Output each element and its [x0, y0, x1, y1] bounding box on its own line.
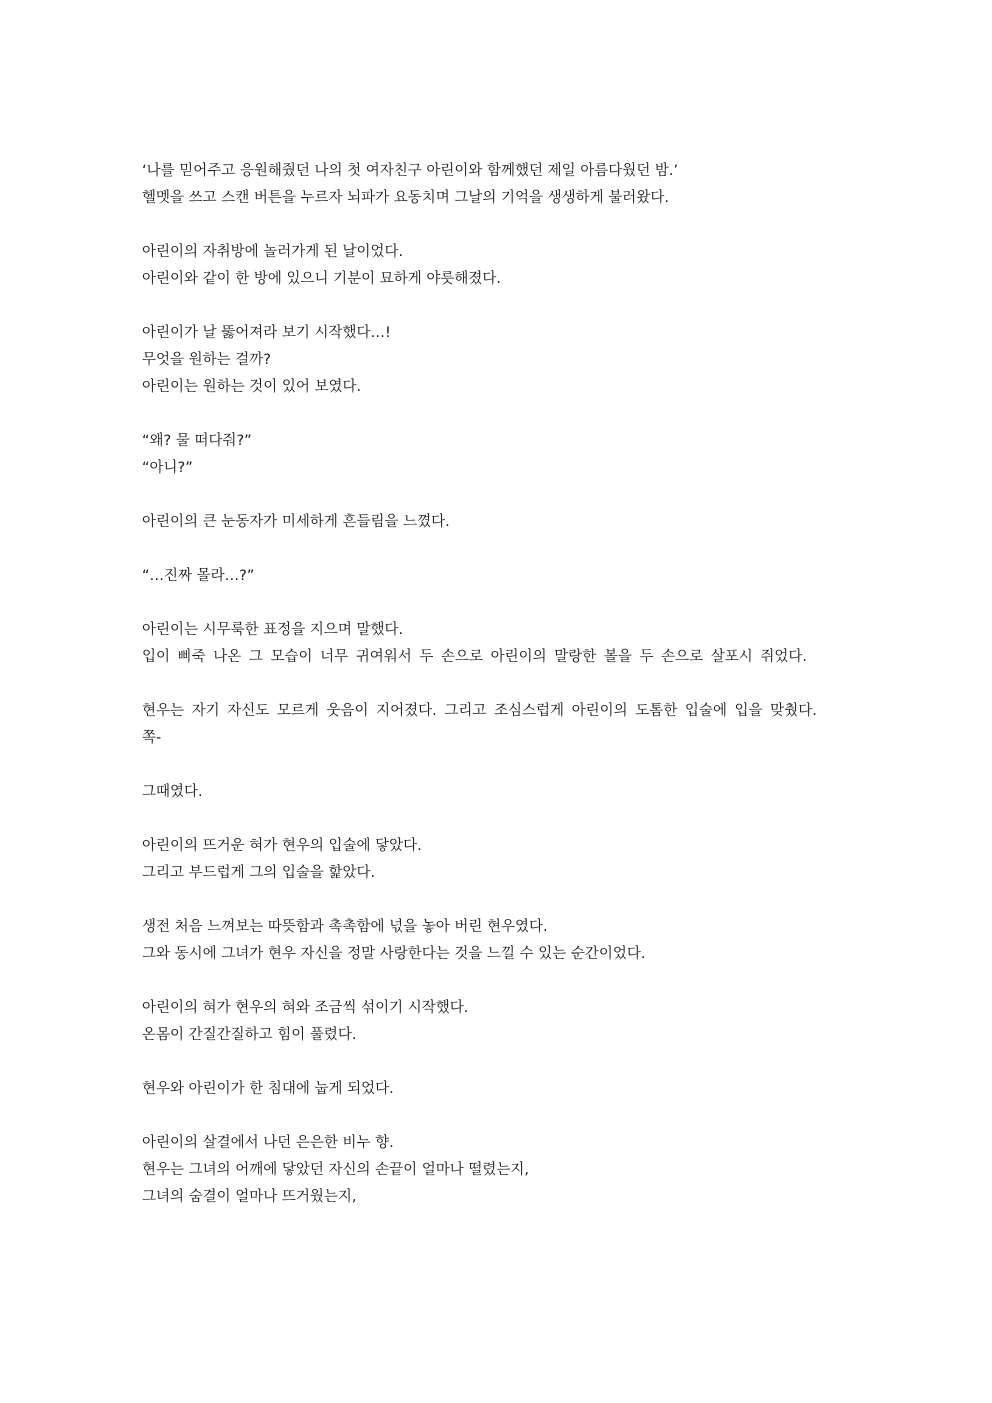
text-line: “아니?” [142, 460, 193, 476]
blank-line [142, 1049, 850, 1076]
text-line: “왜? 물 떠다줘?” [142, 433, 252, 449]
text-line: 생전 처음 느껴보는 따뜻함과 촉촉함에 넋을 놓아 버린 현우였다. [142, 919, 548, 935]
document-body [142, 158, 850, 1211]
blank-line [142, 752, 850, 779]
text-line: 아린이가 날 뚫어져라 보기 시작했다…! [142, 325, 391, 341]
text-line: 아린이의 큰 눈동자가 미세하게 흔들림을 느꼈다. [142, 514, 450, 530]
blank-line [142, 968, 850, 995]
text-line: 그와 동시에 그녀가 현우 자신을 정말 사랑한다는 것을 느낄 수 있는 순간이었다. [142, 946, 646, 962]
text-line: 아린이의 혀가 현우의 혀와 조금씩 섞이기 시작했다. [142, 1000, 469, 1016]
text-line: 아린이는 원하는 것이 있어 보였다. [142, 379, 362, 395]
blank-line [142, 1103, 850, 1130]
blank-line [142, 401, 850, 428]
text-line: 아린이의 뜨거운 혀가 현우의 입술에 닿았다. [142, 838, 422, 854]
text-line: 헬멧을 쓰고 스캔 버튼을 누르자 뇌파가 요동치며 그날의 기억을 생생하게 불러왔다. [142, 190, 669, 206]
text-line: 아린이의 살결에서 나던 은은한 비누 향. [142, 1135, 394, 1151]
blank-line [142, 590, 850, 617]
text-line: 그리고 부드럽게 그의 입술을 핥았다. [142, 865, 376, 881]
text-line: 쪽- [142, 730, 162, 746]
blank-line [142, 887, 850, 914]
text-line: 아린이의 자취방에 놀러가게 된 날이었다. [142, 244, 404, 260]
text-line: 아린이는 시무룩한 표정을 지으며 말했다. [142, 622, 404, 638]
blank-line [142, 536, 850, 563]
blank-line [142, 212, 850, 239]
text-line: “…진짜 몰라…?” [142, 568, 255, 584]
text-line: 온몸이 간질간질하고 힘이 풀렸다. [142, 1027, 357, 1043]
text-line: 무엇을 원하는 걸까? [142, 352, 271, 368]
text-line: 아린이와 같이 한 방에 있으니 기분이 묘하게 야릇해졌다. [142, 271, 502, 287]
blank-line [142, 806, 850, 833]
text-line-wrapped: 입이 삐죽 나온 그 모습이 너무 귀여워서 두 손으로 아린이의 말랑한 볼을 두 손으로 살포시 쥐었다. [142, 649, 808, 665]
text-line: 현우는 그녀의 어깨에 닿았던 자신의 손끝이 얼마나 떨렸는지, [142, 1162, 530, 1178]
text-line: 현우와 아린이가 한 침대에 눕게 되었다. [142, 1081, 394, 1097]
blank-line [142, 293, 850, 320]
text-line: 그때였다. [142, 784, 203, 800]
text-line: ‘나를 믿어주고 응원해줬던 나의 첫 여자친구 아린이와 함께했던 제일 아름다웠던 밤.’ [142, 163, 679, 179]
text-line-wrapped: 현우는 자기 자신도 모르게 웃음이 지어졌다. 그리고 조심스럽게 아린이의 도톰한 입술에 입을 맞췄다. [142, 703, 817, 719]
text-line: 그녀의 숨결이 얼마나 뜨거웠는지, [142, 1189, 357, 1205]
blank-line [142, 482, 850, 509]
blank-line [142, 671, 850, 698]
